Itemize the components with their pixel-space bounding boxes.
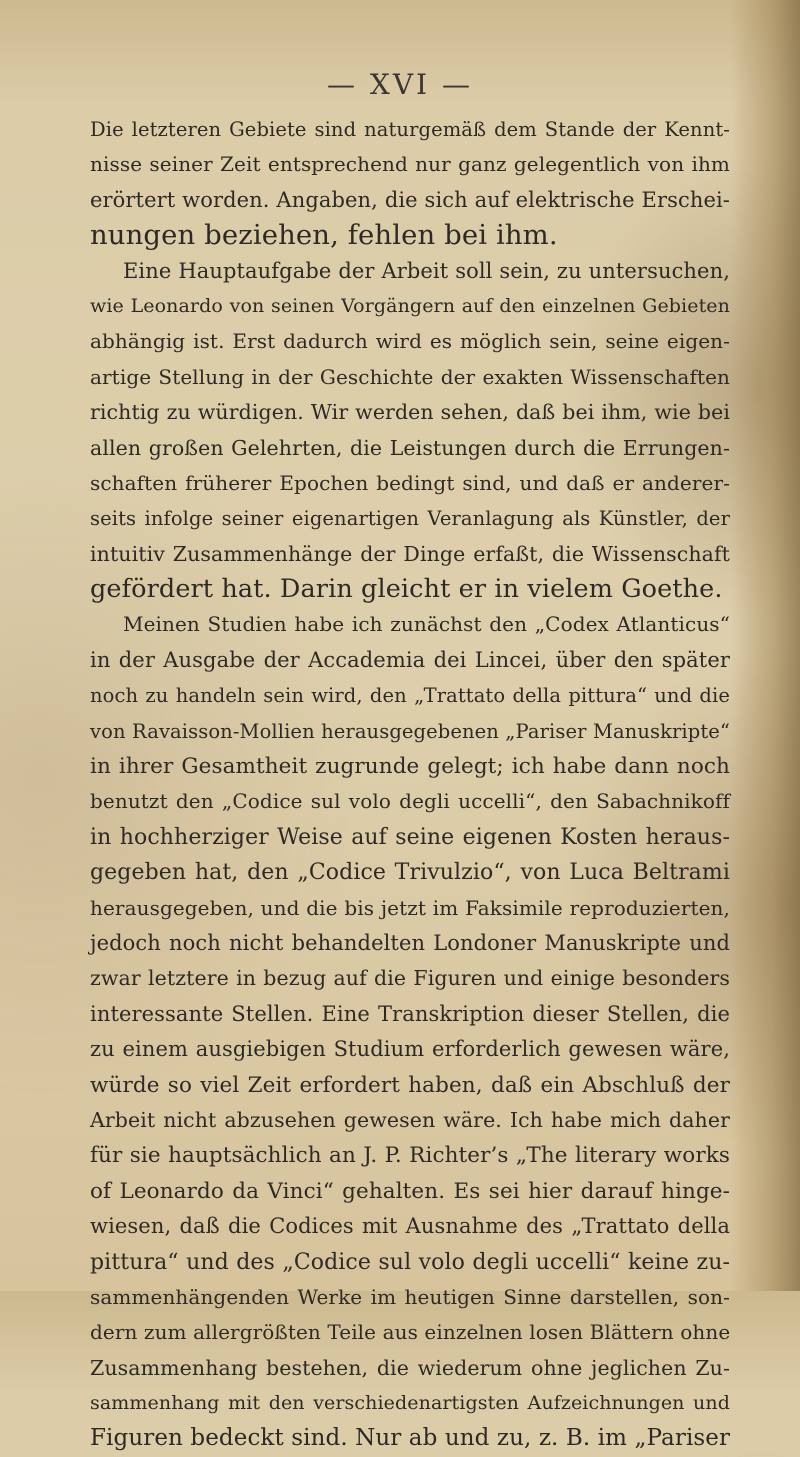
text-line: seits infolge seiner eigenartigen Veranlagung als Künstler, der xyxy=(90,507,730,531)
text-line: gegeben hat, den „Codice Trivulzio“, von Luca Beltrami xyxy=(90,860,730,886)
text-line: Meinen Studien habe ich zunächst den „Codex Atlanticus“ xyxy=(123,612,730,637)
text-line: für sie hauptsächlich an J. P. Richter’s „The literary works xyxy=(90,1143,730,1169)
text-line: Die letzteren Gebiete sind naturgemäß dem Stande der Kennt- xyxy=(90,118,730,141)
text-line: interessante Stellen. Eine Transkription dieser Stellen, die xyxy=(90,1001,730,1026)
text-line: in hochherziger Weise auf seine eigenen Kosten heraus- xyxy=(90,824,730,850)
text-line: benutzt den „Codice sul volo degli uccelli“, den Sabachnikoff xyxy=(90,789,730,814)
page-edge-shadow xyxy=(730,0,800,1291)
text-line: sammenhängenden Werke im heutigen Sinne darstellen, son- xyxy=(90,1284,730,1309)
text-line: in ihrer Gesamtheit zugrunde gelegt; ich habe dann noch xyxy=(90,754,730,780)
text-line: intuitiv Zusammenhänge der Dinge erfaßt, die Wissenschaft xyxy=(90,541,730,566)
text-line: Arbeit nicht abzusehen gewesen wäre. Ich habe mich daher xyxy=(90,1107,730,1132)
text-line: erörtert worden. Angaben, die sich auf elektrische Erschei- xyxy=(90,187,730,212)
text-line: richtig zu würdigen. Wir werden sehen, daß bei ihm, wie bei xyxy=(90,400,730,425)
text-line: sammenhang mit den verschiedenartigsten Aufzeichnungen und xyxy=(90,1392,730,1415)
text-line: abhängig ist. Erst dadurch wird es möglich sein, seine eigen- xyxy=(90,329,730,354)
text-line: gefördert hat. Darin gleicht er in vielem Goethe. xyxy=(90,574,723,605)
text-line: dern zum allergrößten Teile aus einzelnen losen Blättern ohne xyxy=(90,1320,731,1345)
text-line: schaften früherer Epochen bedingt sind, und daß er anderer- xyxy=(90,470,730,495)
text-line: Figuren bedeckt sind. Nur ab und zu, z. B. im „Pariser xyxy=(90,1425,731,1452)
text-line: in der Ausgabe der Accademia dei Lincei, über den später xyxy=(90,647,730,672)
text-line: of Leonardo da Vinci“ gehalten. Es sei hier darauf hinge- xyxy=(90,1178,730,1204)
text-line: Zusammenhang bestehen, die wiederum ohne jeglichen Zu- xyxy=(90,1355,730,1380)
text-line: noch zu handeln sein wird, den „Trattato della pittura“ und die xyxy=(90,684,730,708)
text-line: herausgegeben, und die bis jetzt im Faksimile reproduzierten, xyxy=(90,895,730,920)
text-line: pittura“ und des „Codice sul volo degli uccelli“ keine zu- xyxy=(90,1249,730,1275)
text-line: wie Leonardo von seinen Vorgängern auf den einzelnen Gebieten xyxy=(90,294,730,317)
text-line: jedoch noch nicht behandelten Londoner Manuskripte und xyxy=(90,930,730,955)
text-line: würde so viel Zeit erfordert haben, daß ein Abschluß der xyxy=(90,1072,730,1098)
text-line: artige Stellung in der Geschichte der exakten Wissenschaften xyxy=(90,364,730,389)
text-line: wiesen, daß die Codices mit Ausnahme des „Trattato della xyxy=(90,1214,730,1239)
body-text xyxy=(90,112,730,1457)
text-line: zu einem ausgiebigen Studium erforderlich gewesen wäre, xyxy=(90,1037,730,1062)
text-line: nisse seiner Zeit entsprechend nur ganz gelegentlich von ihm xyxy=(90,152,730,177)
text-line: zwar letztere in bezug auf die Figuren und einige besonders xyxy=(90,966,730,991)
text-line: nungen beziehen, fehlen bei ihm. xyxy=(90,219,558,252)
text-line: Eine Hauptaufgabe der Arbeit soll sein, zu untersuchen, xyxy=(123,258,730,283)
text-line: von Ravaisson-Mollien herausgegebenen „Pariser Manuskripte“ xyxy=(90,719,730,743)
page-number: — XVI — xyxy=(326,68,473,101)
text-line: allen großen Gelehrten, die Leistungen durch die Errungen- xyxy=(90,435,730,460)
